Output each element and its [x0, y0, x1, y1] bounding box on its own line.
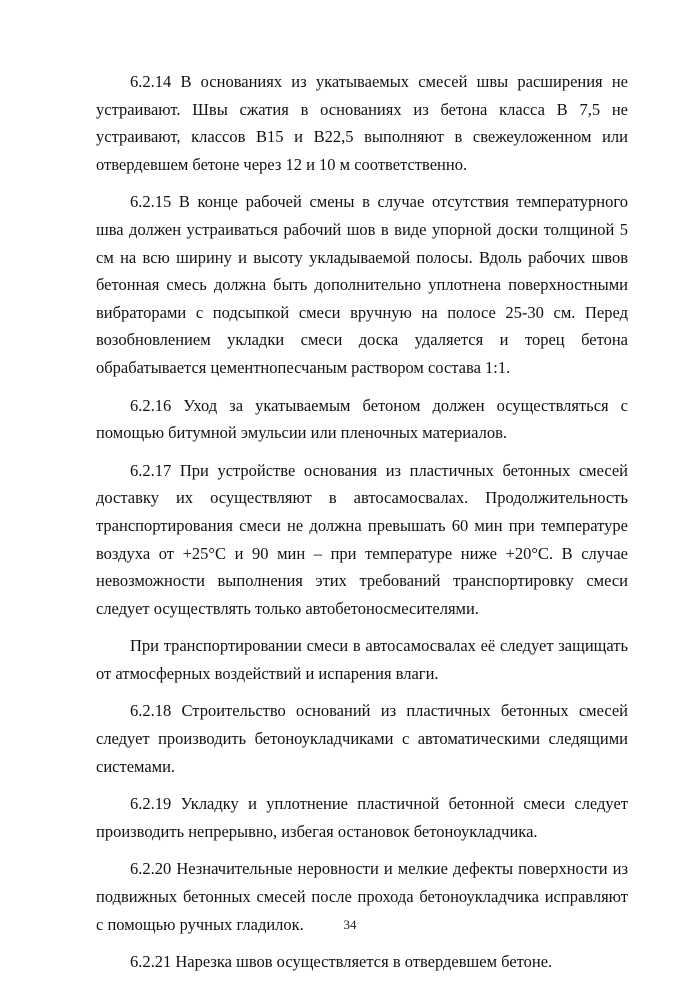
paragraph-6-2-19: 6.2.19 Укладку и уплотнение пластичной бетонной смеси следует производить непрерывно, избегая остановок бетоноукладчика. [96, 794, 628, 841]
paragraph-6-2-18: 6.2.18 Строительство оснований из пластичных бетонных смесей следует производить бетоноукладчиками с автоматическими следящими системами. [96, 701, 628, 776]
body-text [96, 68, 628, 986]
page-number: 34 [343, 917, 357, 932]
paragraph-transport-note: При транспортировании смеси в автосамосвалах её следует защищать от атмосферных воздействий и испарения влаги. [96, 636, 628, 683]
paragraph-6-2-14: 6.2.14 В основаниях из укатываемых смесей швы расширения не устраивают. Швы сжатия в основаниях из бетона класса В 7,5 не устраивают, классов В15 и В22,5 выполняют в свежеуложенном или отвердевшем бетоне через 12 и 10 м соответственно. [96, 72, 628, 174]
paragraph-6-2-16: 6.2.16 Уход за укатываемым бетоном должен осуществляться с помощью битумной эмульсии или пленочных материалов. [96, 395, 628, 443]
paragraph-6-2-20: 6.2.20 Незначительные неровности и мелкие дефекты поверхности из подвижных бетонных смесей после прохода бетоноукладчика исправляют с помощью ручных гладилок. [96, 859, 628, 934]
paragraph-6-2-21: 6.2.21 Нарезка швов осуществляется в отвердевшем бетоне. [130, 952, 553, 972]
paragraph-6-2-15: 6.2.15 В конце рабочей смены в случае отсутствия температурного шва должен устраиваться рабочий шов в виде упорной доски толщиной 5 см на всю ширину и высоту укладываемой полосы. Вдоль рабочих швов бетонная смесь должна быть дополнительно уплотнена поверхностными вибраторами с подсыпкой смеси вручную на полосе 25-30 см. Перед возобновлением укладки смеси доска удаляется и торец бетона обрабатывается цементнопесчаным раствором состава 1:1. [96, 192, 628, 377]
paragraph-6-2-17: 6.2.17 При устройстве основания из пластичных бетонных смесей доставку их осуществляют в автосамосвалах. Продолжительность транспортирования смеси не должна превышать 60 мин при температуре воздуха от +25°С и 90 мин – при температуре ниже +20°С. В случае невозможности выполнения этих требований транспортировку смеси следует осуществлять только автобетоносмесителями. [96, 460, 628, 618]
